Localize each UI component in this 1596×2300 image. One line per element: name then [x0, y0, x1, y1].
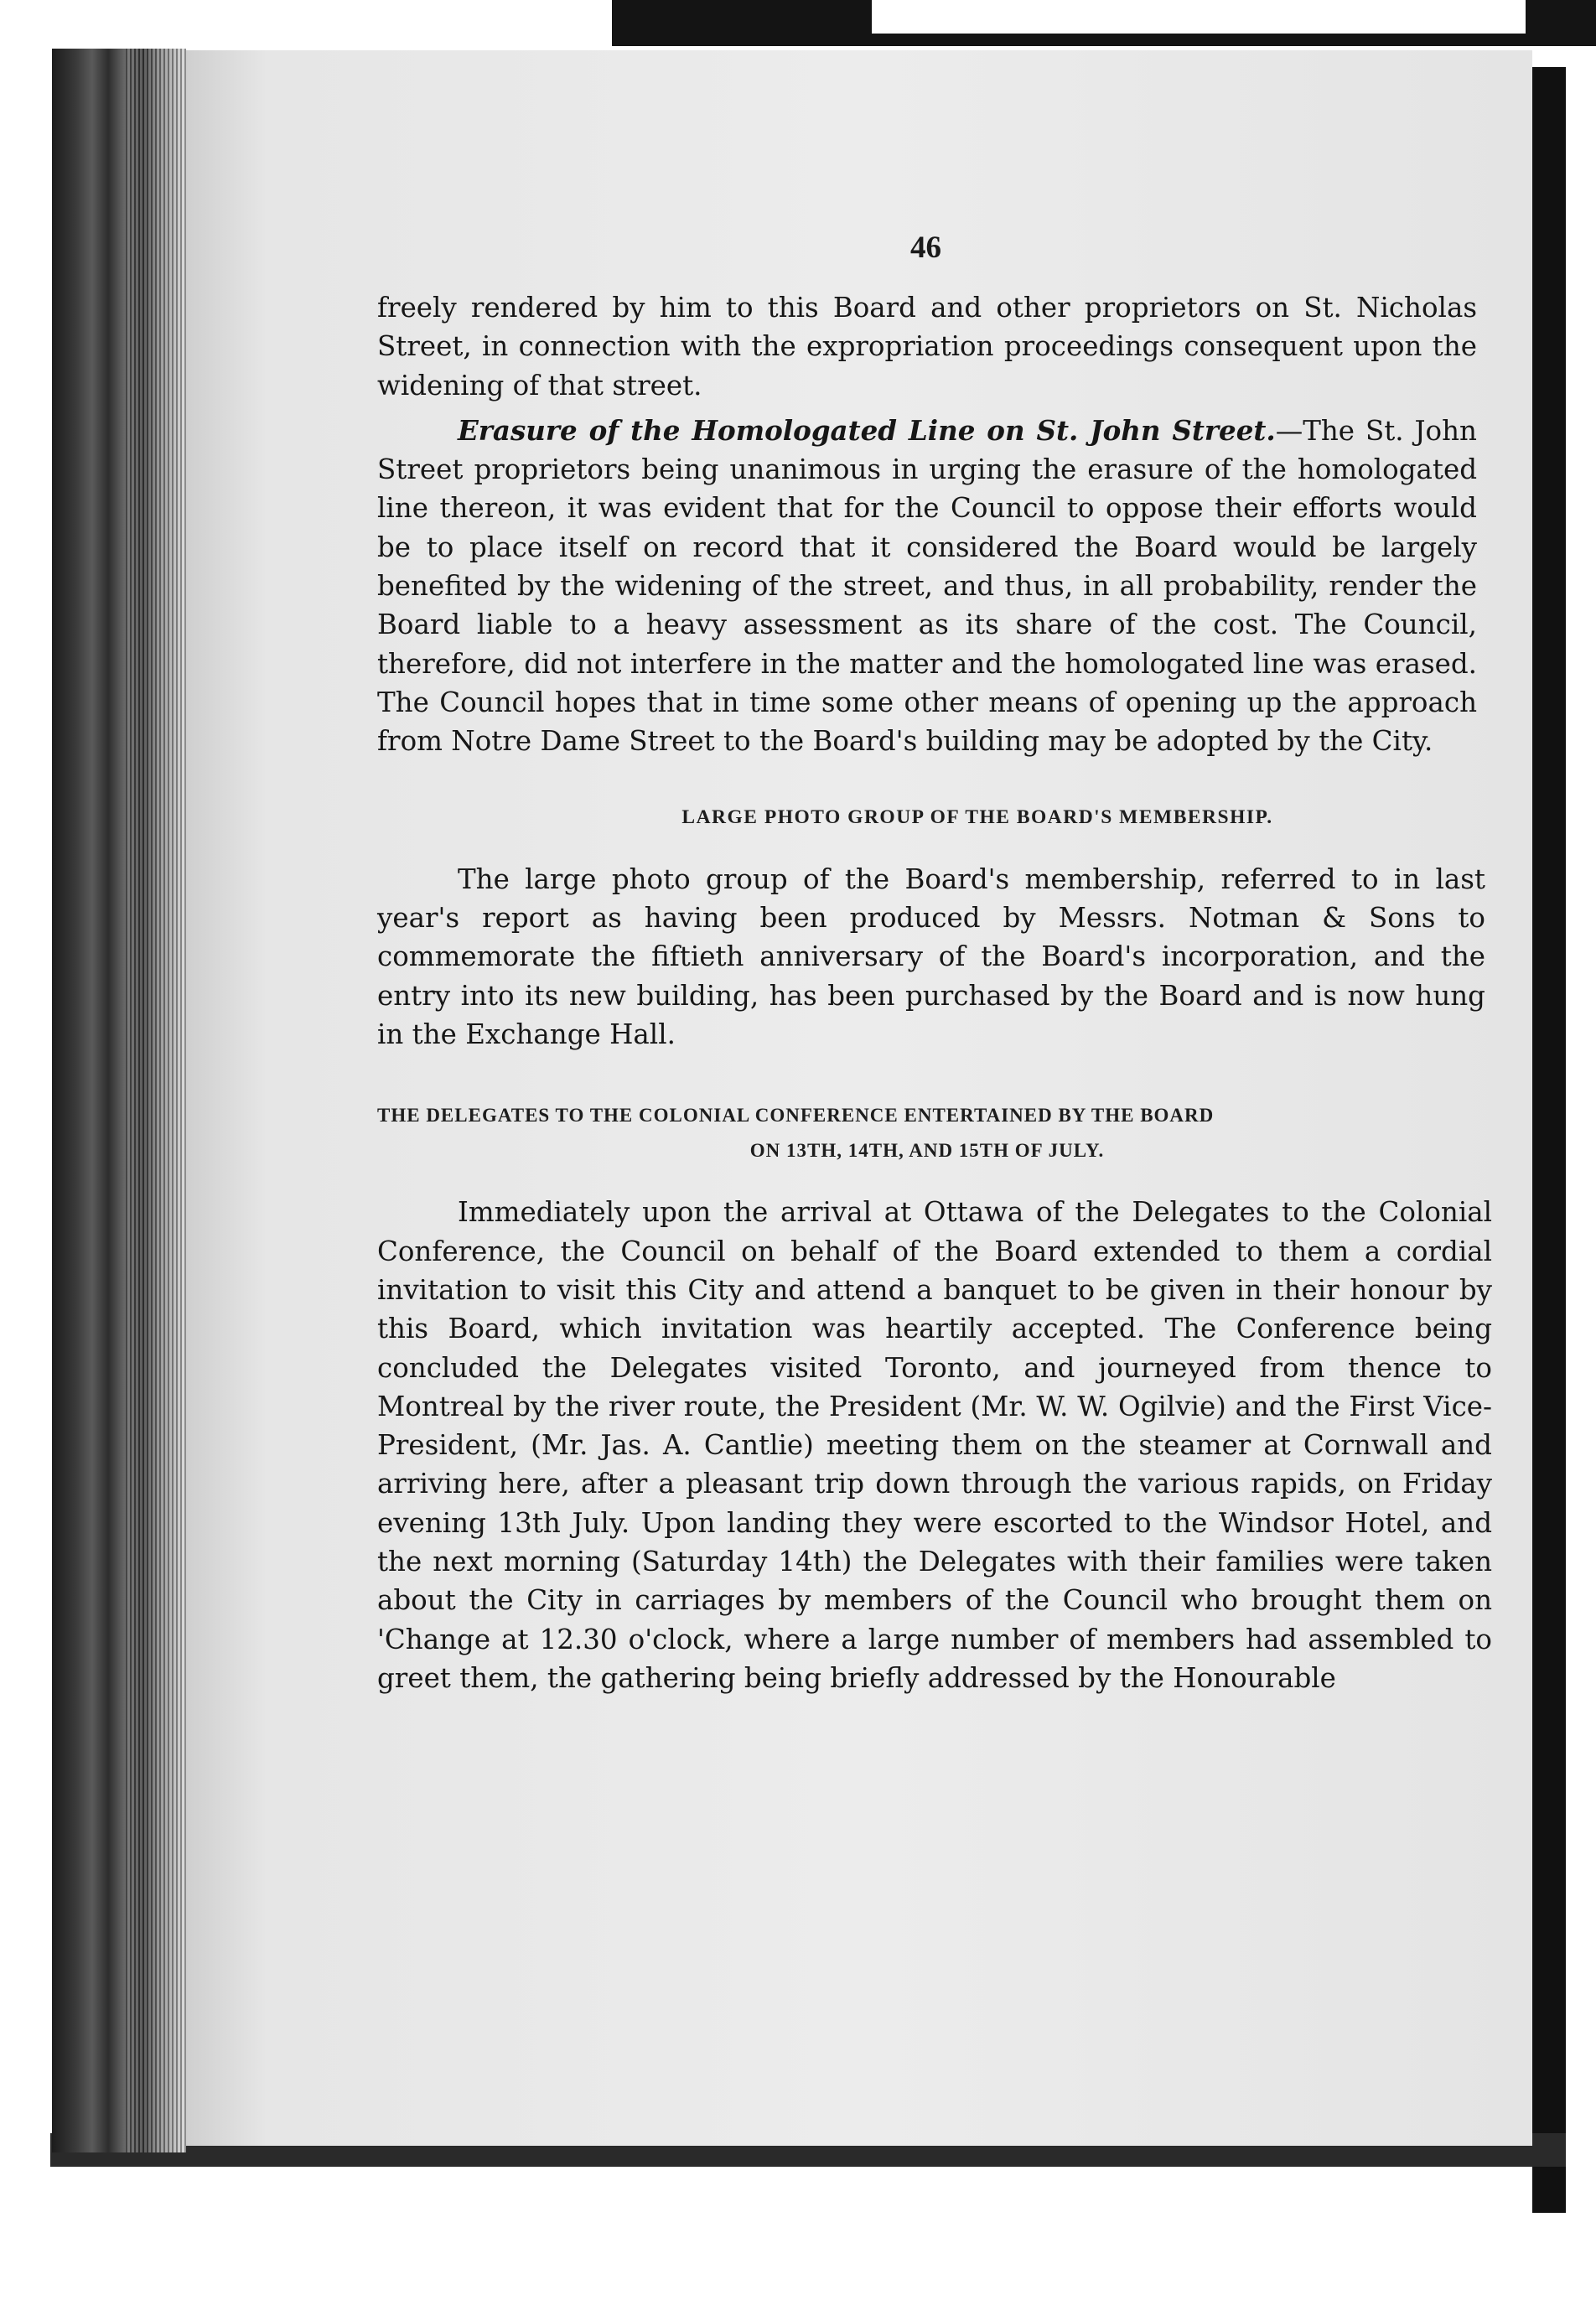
page-number: 46: [910, 231, 941, 265]
paragraph-4: Immediately upon the arrival at Ottawa of the Delegates to the Colonial Conference, the Council on behalf of the Board extended to them a cordial invitation to visit this City and attend a banquet to be given in their honour by this Board, which invitation was heartily accepted. The Conference being concluded the Delegates visited Toronto, and journeyed from thence to Montreal by the river route, the President (Mr. W. W. Ogilvie) and the First Vice-President, (Mr. Jas. A. Cantlie) meeting them on the steamer at Cornwall and arriving here, after a pleasant trip down through the various rapids, on Friday evening 13th July. Upon landing they were escorted to the Windsor Hotel, and the next morning (Saturday 14th) the Delegates with their families were taken about the City in carriages by members of the Council who brought them on 'Change at 12.30 o'clock, where a large number of members had assembled to greet them, the gathering being briefly addressed by the Honourable: [377, 1196, 1492, 1694]
paragraph-1: freely rendered by him to this Board and other proprietors on St. Nicholas Street, in connection with the expropriation proceedings consequent upon the widening of that street.: [377, 292, 1477, 401]
scan-background-top-light: [872, 0, 1526, 34]
section-heading-delegates: THE DELEGATES TO THE COLONIAL CONFERENCE ENTERTAINED BY THE BOARD: [377, 1105, 1215, 1127]
book-page-edge-lines: [126, 49, 186, 2152]
page-body-text: [377, 288, 1492, 1697]
run-in-heading: Erasure of the Homologated Line on St. John Street.: [458, 413, 1276, 447]
paragraph-2-body: —The St. John Street proprietors being unanimous in urging the erasure of the homologated line thereon, it was evident that for the Council to oppose their efforts would be to place itself on record that it considered the Board would be largely benefited by the widening of the street, and thus, in all probability, render the Board liable to a heavy assessment as its share of the cost. The Council, therefore, did not interfere in the matter and the homologated line was erased. The Council hopes that in time some other means of opening up the approach from Notre Dame Street to the Board's building may be adopted by the City.: [377, 414, 1477, 758]
section-heading-photo-group: LARGE PHOTO GROUP OF THE BOARD'S MEMBERSHIP.: [681, 806, 1273, 828]
paragraph-2: [377, 412, 1477, 761]
scan-background-right: [1532, 67, 1566, 2213]
section-heading-delegates-dates: ON 13TH, 14TH, AND 15TH OF JULY.: [749, 1140, 1105, 1162]
paragraph-3: The large photo group of the Board's membership, referred to in last year's report as having been produced by Messrs. Notman & Sons to commemorate the fiftieth anniversary of the Board's incorporation, and the entry into its new building, has been purchased by the Board and is now hung in the Exchange Hall.: [377, 862, 1485, 1051]
